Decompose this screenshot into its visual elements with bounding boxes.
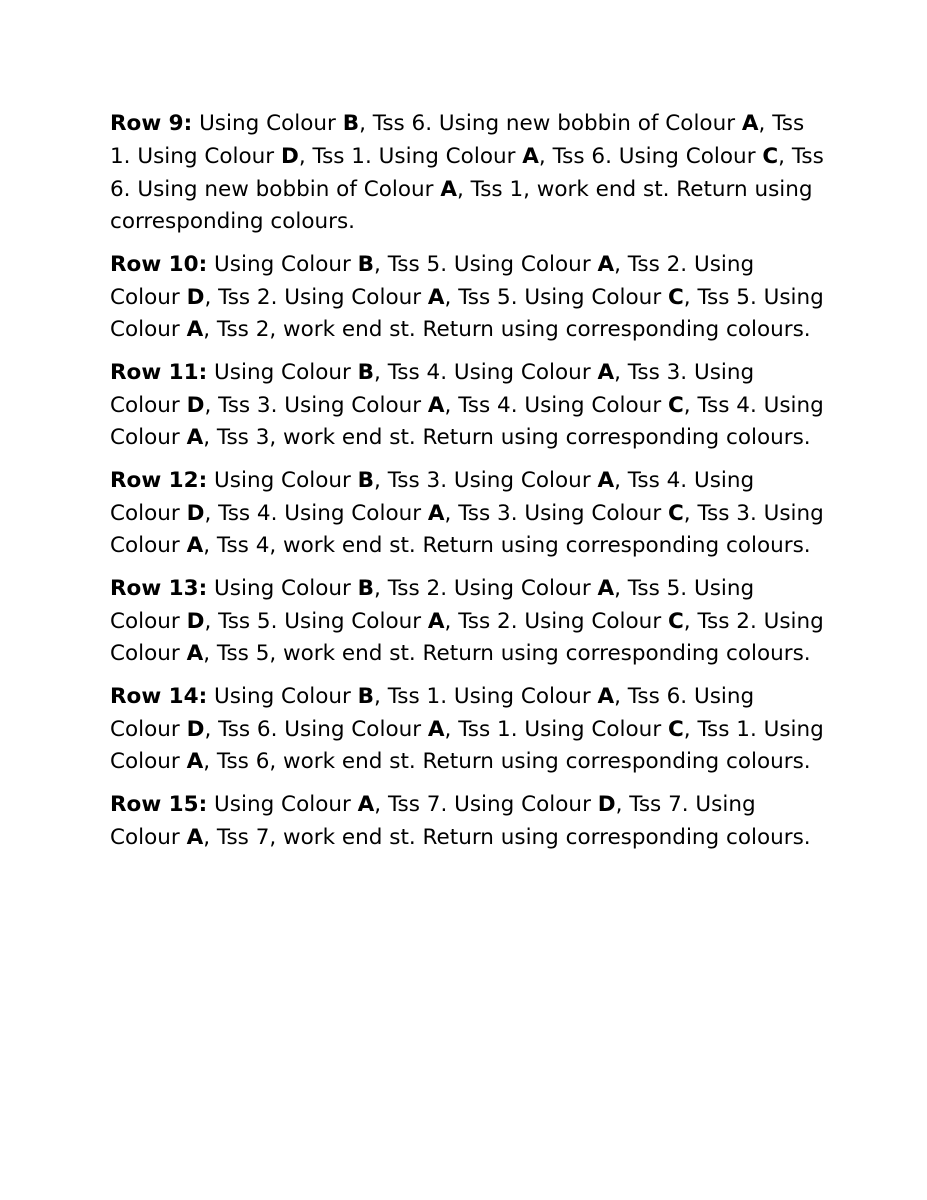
instruction-text: , Tss 3, work end st. Return using corresponding colours. (203, 425, 811, 451)
colour-letter: A (186, 425, 204, 451)
colour-letter: D (186, 608, 205, 634)
row-label: Row 12: (110, 467, 208, 493)
instruction-text: , Tss 2. Using Colour (110, 608, 824, 667)
instruction-text: , Tss 4, work end st. Return using corresponding colours. (203, 533, 811, 559)
colour-letter: B (357, 467, 375, 493)
instruction-text: , Tss 4. Using Colour (444, 392, 668, 418)
instruction-text: , Tss 6. Using new bobbin of Colour (110, 143, 824, 202)
instruction-text: , Tss 2. Using Colour (204, 284, 428, 310)
colour-letter: A (741, 111, 759, 136)
colour-letter: D (186, 716, 205, 742)
instruction-text: , Tss 4. Using Colour (110, 392, 824, 451)
instruction-text: , Tss 3. Using Colour (110, 500, 824, 559)
instruction-text: Using Colour (207, 251, 358, 277)
instruction-text: , Tss 5. Using Colour (204, 608, 428, 634)
colour-letter: B (357, 683, 375, 709)
instruction-text: Using Colour (207, 683, 358, 709)
colour-letter: A (357, 791, 375, 817)
colour-letter: D (186, 284, 205, 310)
colour-letter: A (597, 575, 615, 601)
colour-letter: A (597, 683, 615, 709)
colour-letter: A (427, 716, 445, 742)
instruction-text: , Tss 3. Using Colour (110, 359, 755, 418)
row-paragraph (110, 465, 830, 563)
instruction-text: Using Colour (207, 467, 358, 493)
row-label: Row 15: (110, 791, 208, 817)
instruction-text: , Tss 3. Using Colour (204, 392, 428, 418)
instruction-text: , Tss 1. Using Colour (298, 143, 523, 169)
colour-letter: A (186, 317, 204, 343)
instruction-text: , Tss 1. Using Colour (110, 111, 805, 169)
colour-letter: A (597, 359, 615, 385)
instruction-text: Using Colour (207, 575, 358, 601)
row-label: Row 14: (110, 683, 208, 709)
instruction-text: , Tss 2. Using Colour (374, 575, 598, 601)
row-label: Row 10: (110, 251, 208, 277)
instruction-text: , Tss 1. Using Colour (444, 716, 668, 742)
colour-letter: D (186, 500, 205, 526)
instruction-text: , Tss 6. Using new bobbin of Colour (359, 111, 742, 136)
document-page (110, 108, 830, 864)
colour-letter: A (186, 533, 204, 559)
row-paragraph (110, 681, 830, 779)
row-paragraph (110, 249, 830, 347)
instruction-text: , Tss 6. Using Colour (204, 716, 428, 742)
instruction-text: , Tss 6, work end st. Return using corresponding colours. (203, 749, 811, 775)
row-label: Row 13: (110, 575, 208, 601)
colour-letter: A (186, 824, 204, 850)
colour-letter: C (668, 392, 684, 418)
instruction-text: , Tss 4. Using Colour (374, 359, 598, 385)
instruction-text: , Tss 7. Using Colour (374, 791, 598, 817)
instruction-text: , Tss 6. Using Colour (110, 683, 755, 742)
instruction-text: , Tss 5. Using Colour (110, 575, 755, 634)
colour-letter: A (186, 641, 204, 667)
colour-letter: A (427, 284, 445, 310)
colour-letter: C (668, 500, 684, 526)
colour-letter: C (668, 716, 684, 742)
colour-letter: A (522, 143, 539, 169)
instruction-text: , Tss 6. Using Colour (538, 143, 763, 169)
instruction-text: , Tss 1. Using Colour (110, 716, 824, 775)
colour-letter: C (668, 284, 684, 310)
colour-letter: A (597, 251, 615, 277)
instruction-text: , Tss 3. Using Colour (444, 500, 668, 526)
instruction-text: , Tss 3. Using Colour (374, 467, 598, 493)
row-paragraph (110, 789, 830, 855)
instruction-text: , Tss 4. Using Colour (110, 467, 755, 526)
colour-letter: D (186, 392, 205, 418)
colour-letter: B (357, 251, 375, 277)
colour-letter: C (668, 608, 684, 634)
row-paragraph (110, 108, 830, 239)
instruction-text: , Tss 2, work end st. Return using corresponding colours. (203, 317, 811, 343)
colour-letter: D (597, 791, 616, 817)
colour-letter: C (762, 143, 779, 169)
instruction-text: , Tss 5, work end st. Return using corresponding colours. (203, 641, 811, 667)
colour-letter: A (427, 608, 445, 634)
instruction-text: , Tss 5. Using Colour (444, 284, 668, 310)
colour-letter: B (342, 111, 360, 136)
instruction-text: , Tss 5. Using Colour (374, 251, 598, 277)
row-instructions (110, 108, 830, 854)
colour-letter: A (440, 176, 457, 202)
instruction-text: , Tss 2. Using Colour (444, 608, 668, 634)
instruction-text: , Tss 7. Using Colour (110, 791, 756, 850)
colour-letter: A (186, 749, 204, 775)
instruction-text: , Tss 1. Using Colour (374, 683, 598, 709)
instruction-text: , Tss 1, work end st. Return using corresponding colours. (110, 176, 813, 235)
instruction-text: , Tss 5. Using Colour (110, 284, 824, 343)
colour-letter: D (280, 143, 299, 169)
colour-letter: A (597, 467, 615, 493)
row-label: Row 9: (110, 111, 193, 136)
instruction-text: Using Colour (207, 791, 358, 817)
row-paragraph (110, 357, 830, 455)
instruction-text: Using Colour (207, 359, 358, 385)
instruction-text: , Tss 7, work end st. Return using corresponding colours. (203, 824, 811, 850)
colour-letter: B (357, 359, 375, 385)
row-paragraph (110, 573, 830, 671)
instruction-text: Using Colour (192, 111, 343, 136)
colour-letter: A (427, 392, 445, 418)
instruction-text: , Tss 4. Using Colour (204, 500, 428, 526)
colour-letter: B (357, 575, 375, 601)
instruction-text: , Tss 2. Using Colour (110, 251, 755, 310)
row-label: Row 11: (110, 359, 208, 385)
colour-letter: A (427, 500, 445, 526)
